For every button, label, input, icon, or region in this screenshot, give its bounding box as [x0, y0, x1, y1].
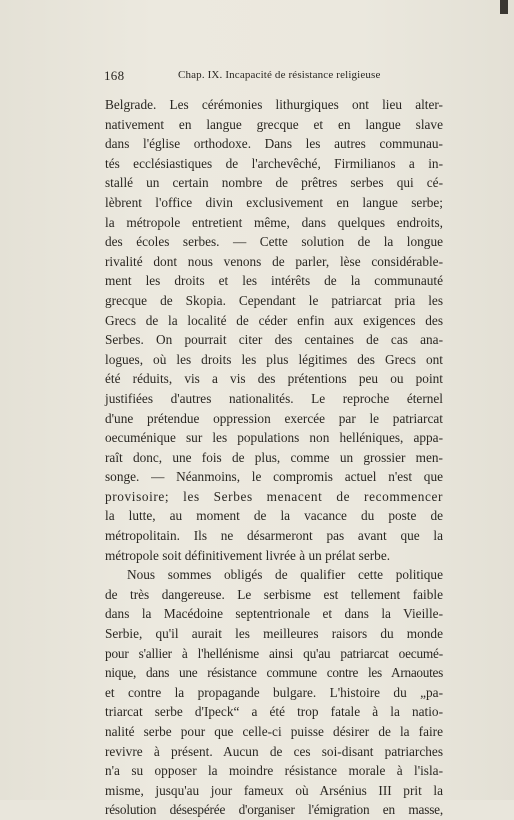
text-line: dans la Macédoine septentrionale et dans la Vieille-	[105, 606, 443, 622]
text-line: grecque de Skopia. Cependant le patriarcat pria les	[105, 292, 443, 308]
text-line: été réduits, vis a vis des prétentions peu ou point	[105, 371, 443, 387]
text-line: tés ecclésiastiques de l'archevêché, Firmilianos a in-	[105, 155, 443, 171]
text-line: revivre à présent. Aucun de ces soi-disant patriarches	[105, 743, 443, 759]
text-line: misme, jusqu'au jour fameux où Arsénius III prit la	[105, 782, 443, 798]
text-line: justifiées d'autres nationalités. Le reproche éternel	[105, 390, 443, 406]
text-line: Grecs de la localité de céder enfin aux exigences des	[105, 312, 443, 328]
text-line: et contre la propagande bulgare. L'histoire du „pa-	[105, 684, 443, 700]
text-line: oecuménique sur les populations non helléniques, appa-	[105, 430, 443, 446]
text-line: stallé un certain nombre de prêtres serbes qui cé-	[105, 175, 443, 191]
paragraph-start-line: Nous sommes obligés de qualifier cette politique	[127, 567, 443, 583]
text-line: dans l'église orthodoxe. Dans les autres communau-	[105, 136, 443, 152]
text-line: logues, où les droits les plus légitimes des Grecs ont	[105, 351, 443, 367]
text-line: ment les droits et les intérêts de la communauté	[105, 273, 443, 289]
text-line: rivalité dont nous venons de parler, lèse considérable-	[105, 253, 443, 269]
text-line: n'a su opposer la moindre résistance morale à l'isla-	[105, 763, 443, 779]
text-line: de très dangereuse. Le serbisme est tellement faible	[105, 586, 443, 602]
text-line: la lutte, au moment de la vacance du poste de	[105, 508, 443, 524]
page-header	[104, 68, 434, 86]
body-text	[105, 95, 443, 820]
text-line: Serbes. On pourrait citer des centaines de cas ana-	[105, 332, 443, 348]
text-line: nativement en langue grecque et en langue slave	[105, 116, 443, 132]
text-line: triarcat serbe d'Ipeck“ a été trop fatale à la natio-	[105, 704, 443, 720]
text-line: nique, dans une résistance commune contre les Arnaoutes	[105, 665, 443, 681]
text-line: raît donc, une fois de plus, comme un grossier men-	[105, 449, 443, 465]
text-line: lèbrent l'office divin exclusivement en langue serbe;	[105, 194, 443, 210]
text-line: métropolitain. Ils ne désarmeront pas avant que la	[105, 528, 443, 544]
paragraph-end-line: métropole soit définitivement livrée à un prélat serbe.	[105, 547, 391, 563]
page-number: 168	[104, 68, 125, 83]
running-head: Chap. IX. Incapacité de résistance religieuse	[178, 69, 381, 81]
text-line: nalité serbe pour que celle-ci puisse désirer de la faire	[105, 724, 443, 739]
text-line: des écoles serbes. — Cette solution de la longue	[105, 234, 443, 250]
text-line: pour s'allier à l'hellénisme ainsi qu'au patriarcat oecumé-	[105, 645, 443, 661]
text-line: songe. — Néanmoins, le compromis actuel n'est que	[105, 469, 443, 485]
text-line: provisoire; les Serbes menacent de recommencer	[105, 488, 443, 504]
scan-edge-mark	[500, 0, 508, 14]
text-line: résolution désespérée d'organiser l'émigration en masse,	[105, 802, 443, 818]
text-line: d'une prétendue oppression exercée par le patriarcat	[105, 410, 443, 426]
text-line: Belgrade. Les cérémonies lithurgiques ont lieu alter-	[105, 97, 443, 112]
text-line: Serbie, qu'il aurait les meilleures raisors du monde	[105, 626, 443, 642]
text-line: la métropole entretient même, dans quelques endroits,	[105, 214, 443, 230]
